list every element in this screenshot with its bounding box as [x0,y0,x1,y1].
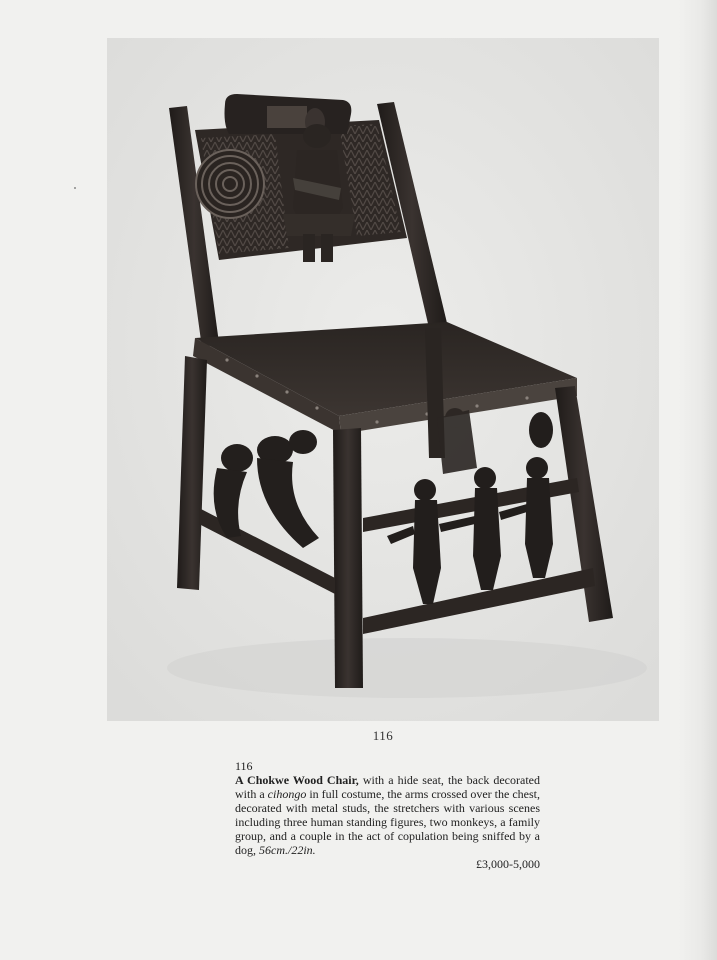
chokwe-chair-image [107,38,659,721]
page-edge-shadow [679,0,717,960]
description-text: with a hide seat, the back decorated with a [235,773,540,801]
description-italic-term: cihongo [267,787,307,801]
lot-dimensions: 56cm./22in. [259,843,316,857]
lot-number: 116 [235,759,253,773]
spiral-motif [196,150,264,218]
lot-caption [235,759,540,871]
lot-title: A Chokwe Wood Chair, [235,773,359,787]
paper-speck [74,187,76,189]
description-text: in full costume, the arms crossed over the chest, decorated with metal studs, the stretchers with various scenes including three human standing figures, two monkeys, a family group, and a couple in the act of copulation being sniffed by a dog, [235,787,540,857]
chair-photograph [107,38,659,721]
lot-estimate: £3,000-5,000 [476,857,540,871]
lot-description [235,773,540,857]
plate-number: 116 [372,728,394,743]
